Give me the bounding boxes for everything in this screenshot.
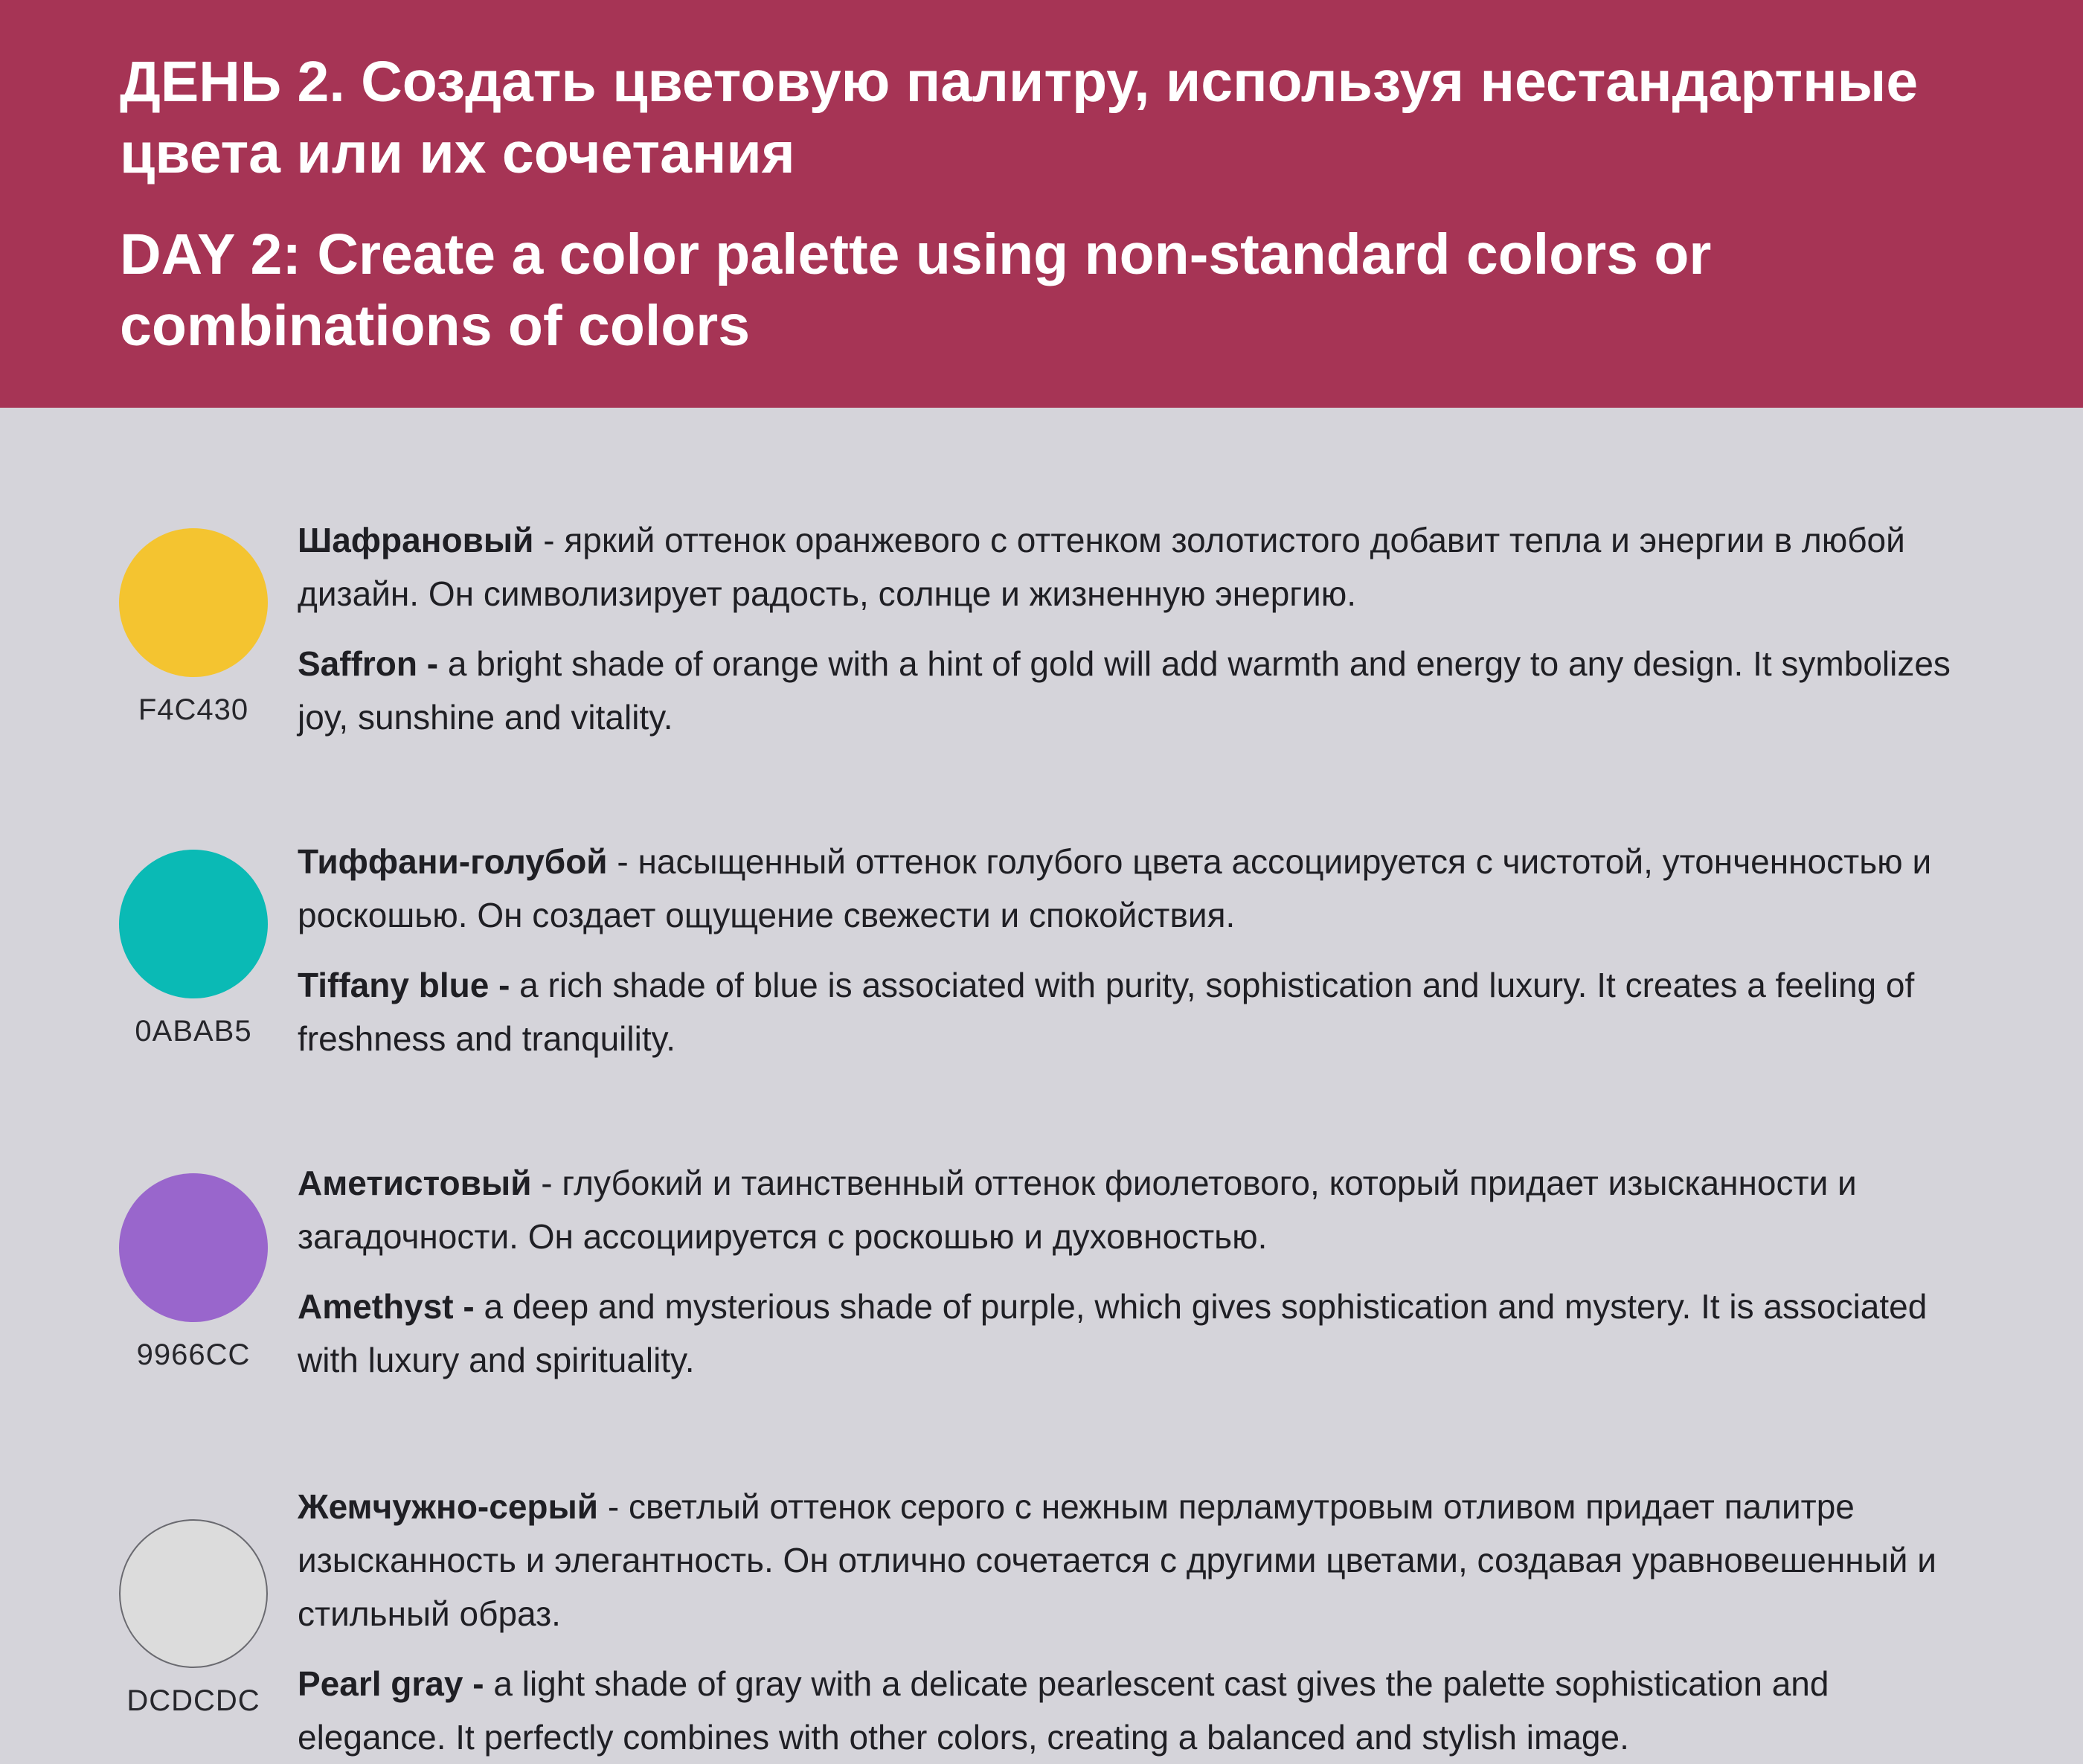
hex-code: F4C430 bbox=[138, 693, 249, 726]
title-english: DAY 2: Create a color palette using non-standard colors or combinations of colors bbox=[120, 222, 1712, 358]
title-russian: ДЕНЬ 2. Создать цветовую палитру, используя нестандартные цвета или их сочетания bbox=[120, 50, 1919, 185]
color-name-russian: Тиффани-голубой bbox=[298, 842, 608, 881]
color-swatch bbox=[119, 528, 268, 677]
color-swatch bbox=[119, 1519, 268, 1668]
description-russian: Тиффани-голубой - насыщенный оттенок голубого цвета ассоциируется с чистотой, утонченностью и роскошью. Он создает ощущение свежести и спокойствия. bbox=[298, 842, 1932, 934]
color-description bbox=[298, 1156, 1979, 1387]
color-name-english: Amethyst - bbox=[298, 1287, 475, 1326]
description-english: Tiffany blue - a rich shade of blue is associated with purity, sophistication and luxury. It creates a feeling of freshness and tranquility. bbox=[298, 966, 1915, 1058]
hex-code: 9966CC bbox=[136, 1338, 251, 1371]
color-description bbox=[298, 513, 1979, 744]
page-header bbox=[0, 0, 2083, 408]
color-description bbox=[298, 1480, 1979, 1764]
color-name-russian: Жемчужно-серый bbox=[298, 1487, 599, 1526]
description-english: Pearl gray - a light shade of gray with a delicate pearlescent cast gives the palette sophistication and elegance. It perfectly combines with other colors, creating a balanced and stylish image. bbox=[298, 1664, 1829, 1757]
description-russian: Шафрановый - яркий оттенок оранжевого с оттенком золотистого добавит тепла и энергии в любой дизайн. Он символизирует радость, солнце и жизненную энергию. bbox=[298, 521, 1905, 613]
color-name-english: Tiffany blue - bbox=[298, 966, 510, 1004]
color-name-english: Pearl gray - bbox=[298, 1664, 484, 1703]
color-swatch bbox=[119, 1173, 268, 1322]
description-english: Saffron - a bright shade of orange with a hint of gold will add warmth and energy to any design. It symbolizes joy, sunshine and vitality. bbox=[298, 644, 1951, 737]
color-name-english: Saffron - bbox=[298, 644, 439, 683]
description-russian: Жемчужно-серый - светлый оттенок серого с нежным перламутровым отливом придает палитре изысканность и элегантность. Он отлично сочетается с другими цветами, создавая уравновешенный и стильный образ. bbox=[298, 1487, 1936, 1633]
description-russian: Аметистовый - глубокий и таинственный оттенок фиолетового, который придает изысканности и загадочности. Он ассоциируется с роскошью и духовностью. bbox=[298, 1164, 1857, 1256]
color-swatch bbox=[119, 850, 268, 998]
color-description bbox=[298, 835, 1979, 1065]
description-english: Amethyst - a deep and mysterious shade of purple, which gives sophistication and mystery. It is associated with luxury and spirituality. bbox=[298, 1287, 1928, 1379]
color-name-russian: Аметистовый bbox=[298, 1164, 532, 1202]
color-name-russian: Шафрановый bbox=[298, 521, 534, 559]
hex-code: DCDCDC bbox=[126, 1684, 260, 1717]
hex-code: 0ABAB5 bbox=[135, 1015, 252, 1048]
